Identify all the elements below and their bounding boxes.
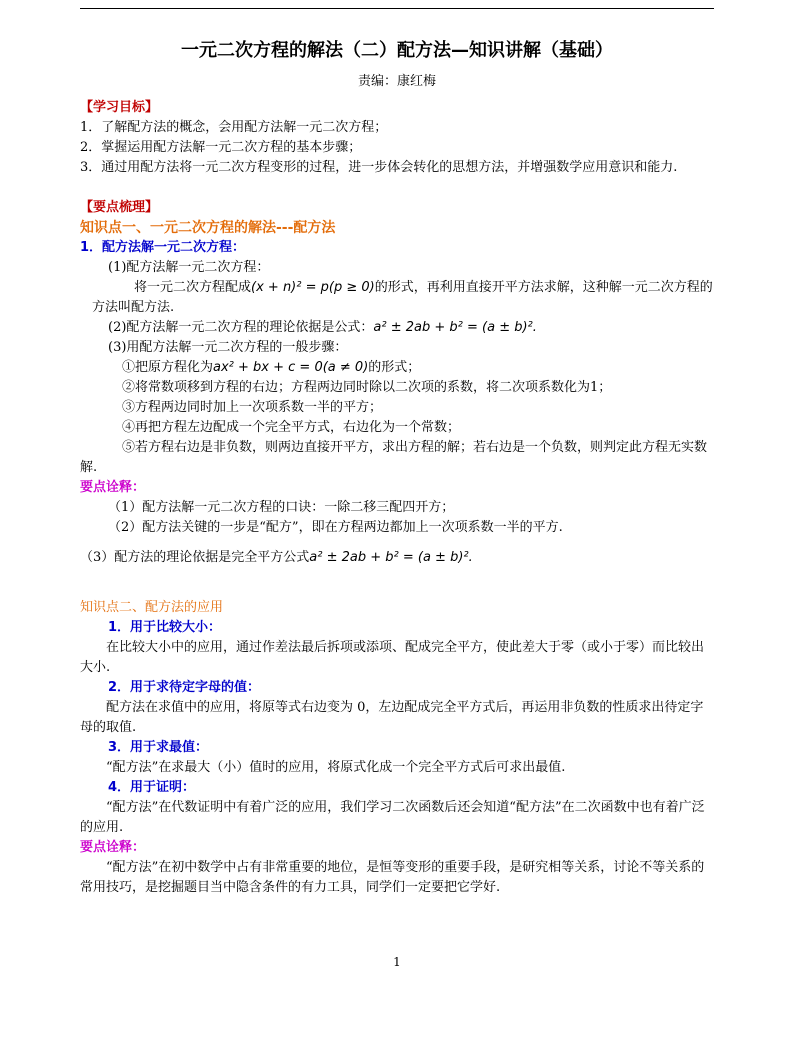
goal-item-2: 2．掌握运用配方法解一元二次方程的基本步骤； [80, 140, 362, 155]
note-1-item-3-formula: a² ± 2ab + b² = (a ± b)². [309, 550, 473, 565]
note-2-title: 要点诠释： [80, 840, 146, 855]
note-1-item-3 [80, 548, 714, 568]
note-1-title: 要点诠释： [80, 480, 146, 495]
step-1-formula: ax² + bx + c = 0(a ≠ 0) [213, 360, 369, 375]
step-4: ④再把方程左边配成一个完全平方式，右边化为一个常数； [122, 420, 461, 435]
definition-paragraph [80, 278, 714, 318]
application-3-text: “配方法”在求最大（小）值时的应用，将原式化成一个完全平方式后可求出最值. [106, 760, 566, 775]
theory-text: (2)配方法解一元二次方程的理论依据是公式： [108, 320, 374, 335]
subsection-1-1: (1)配方法解一元二次方程： [108, 260, 270, 275]
note-1-item-3-text: （3）配方法的理论依据是完全平方公式 [80, 550, 310, 565]
application-4-text: “配方法”在代数证明中有着广泛的应用，我们学习二次函数后还会知道“配方法”在二次函数中也有着广泛的应用. [80, 800, 705, 835]
application-4-title: 4．用于证明： [108, 780, 196, 795]
knowledge-point-1-title: 知识点一、一元二次方程的解法---配方法 [80, 220, 336, 236]
definition-text-b: 的形式，再利用直接开平方法求解，这种解一元二次方程的方法叫配方法. [92, 280, 713, 315]
application-2-text: 配方法在求值中的应用，将原等式右边变为 0，左边配成完全平方式后，再运用非负数的性质求出待定字母的取值. [80, 700, 704, 735]
goal-item-3: 3．通过用配方法将一元二次方程变形的过程，进一步体会转化的思想方法，并增强数学应用意识和能力. [80, 160, 678, 175]
note-2-text: “配方法”在初中数学中占有非常重要的地位，是恒等变形的重要手段，是研究相等关系，讨论不等关系的常用技巧，是挖掘题目当中隐含条件的有力工具，同学们一定要把它学好. [80, 860, 705, 895]
subsection-1-3: (3)用配方法解一元二次方程的一般步骤： [108, 340, 348, 355]
goal-item-1: 1．了解配方法的概念，会用配方法解一元二次方程； [80, 120, 388, 135]
step-3: ③方程两边同时加上一次项系数一半的平方； [122, 400, 383, 415]
step-2: ②将常数项移到方程的右边；方程两边同时除以二次项的系数，将二次项系数化为1； [122, 380, 612, 395]
page-title: 一元二次方程的解法（二）配方法—知识讲解（基础） [181, 40, 613, 61]
page-number: 1 [393, 955, 401, 969]
application-1-title: 1．用于比较大小： [108, 620, 222, 635]
knowledge-point-2-title: 知识点二、配方法的应用 [80, 600, 224, 615]
subsection-1-2 [80, 318, 714, 338]
author-line: 责编：康红梅 [357, 74, 436, 89]
step-5: ⑤若方程右边是非负数，则两边直接开平方，求出方程的解；若右边是一个负数，则判定此方程无实数解. [80, 440, 708, 475]
definition-formula: (x + n)² = p(p ≥ 0) [251, 280, 375, 295]
theory-formula: a² ± 2ab + b² = (a ± b)². [373, 320, 537, 335]
note-1-item-1: （1）配方法解一元二次方程的口诀：一除二移三配四开方； [108, 500, 455, 515]
application-1-text: 在比较大小中的应用，通过作差法最后拆项或添项、配成完全平方，使此差大于零（或小于零）而比较出大小. [80, 640, 705, 675]
review-section [80, 198, 714, 898]
step-1-text-b: 的形式； [368, 360, 421, 375]
goals-heading: 【学习目标】 [80, 100, 159, 115]
section-1-title: 1．配方法解一元二次方程： [80, 240, 246, 255]
document-page [80, 38, 714, 898]
definition-text-a: 将一元二次方程配成 [134, 280, 252, 295]
review-heading: 【要点梳理】 [80, 200, 159, 215]
step-1-text-a: ①把原方程化为 [122, 360, 214, 375]
application-3-title: 3．用于求最值： [108, 740, 209, 755]
application-2-title: 2．用于求待定字母的值： [108, 680, 261, 695]
goals-section [80, 98, 714, 178]
header-rule [80, 8, 714, 9]
note-1-item-2: （2）配方法关键的一步是“配方”，即在方程两边都加上一次项系数一半的平方. [108, 520, 563, 535]
step-1 [80, 358, 714, 378]
